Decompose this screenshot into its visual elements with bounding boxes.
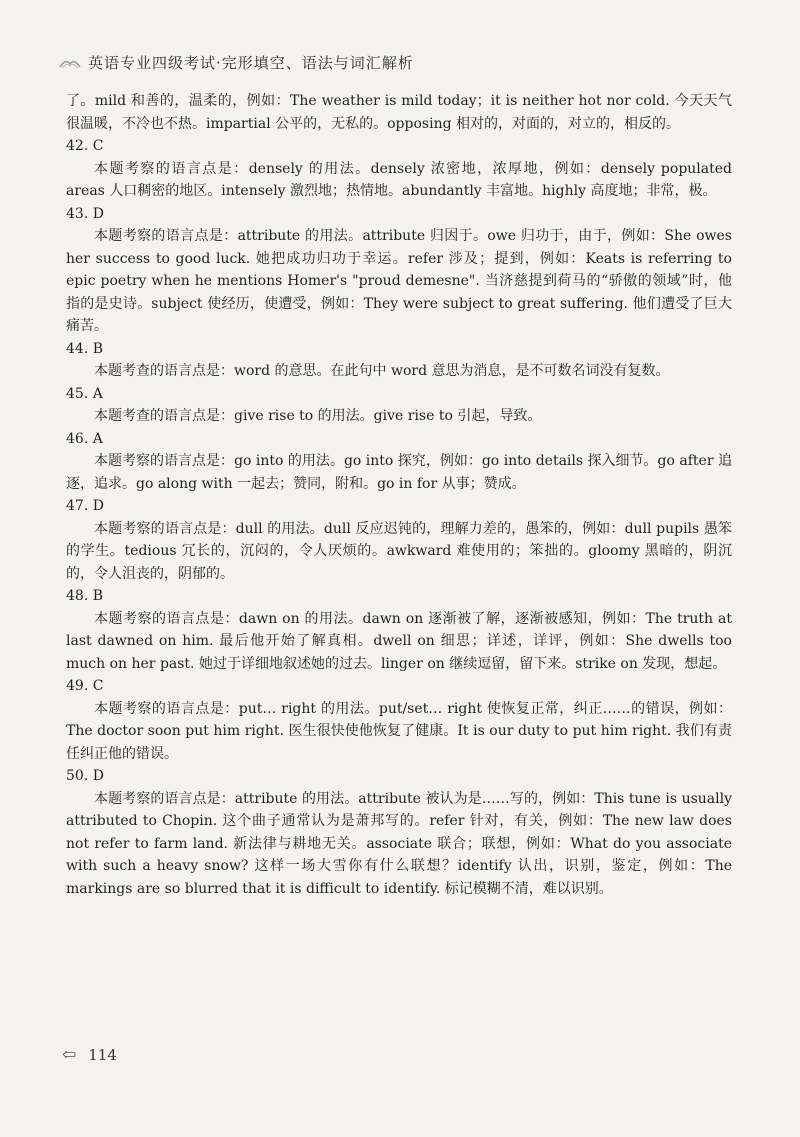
- continued-paragraph: 了。mild 和善的，温柔的，例如：The weather is mild today；it is neither hot nor cold. 今天天气很温暖，不冷也不热。impartial 公平的，无私的。opposing 相对的，对面的，对立的，相反的。: [66, 93, 732, 132]
- header-title: 英语专业四级考试·完形填空、语法与词汇解析: [88, 54, 414, 72]
- page-footer: [62, 1045, 117, 1065]
- answer-number: 44. B: [66, 340, 104, 357]
- explanation-text: 本题考察的语言点是：dull 的用法。dull 反应迟钝的，理解力差的，愚笨的，例如：dull pupils 愚笨的学生。tedious 冗长的，沉闷的，令人厌烦的。awkward 难使用的；笨拙的。gloomy 黑暗的，阴沉的，令人沮丧的，阴郁的。: [66, 520, 732, 582]
- explanation-text: 本题考察的语言点是：densely 的用法。densely 浓密地，浓厚地，例如：densely populated areas 人口稠密的地区。intensely 激烈地；热情地。abundantly 丰富地。highly 高度地；非常，极。: [66, 160, 732, 199]
- explanation-text: 本题考察的语言点是：attribute 的用法。attribute 被认为是……写的，例如：This tune is usually attributed to Chopin. 这个曲子通常认为是萧邦写的。refer 针对，有关，例如：The new law does not refer to farm land. 新法律与耕地无关。associate 联合；联想，例如：What do you associate with such a heavy snow? 这样一场大雪你有什么联想？identify 认出，识别，鉴定，例如：The markings are so blurred that it is difficult to identify. 标记模糊不清，难以识别。: [66, 790, 732, 897]
- page-number: 114: [88, 1046, 117, 1064]
- answer-number: 43. D: [66, 205, 104, 222]
- explanation-text: 本题考查的语言点是：word 的意思。在此句中 word 意思为消息，是不可数名词没有复数。: [94, 363, 670, 379]
- answer-number: 50. D: [66, 768, 104, 784]
- explanation-text: 本题考察的语言点是：put… right 的用法。put/set… right 使恢复正常，纠正……的错误，例如：The doctor soon put him right. 医生很快使他恢复了健康。It is our duty to put him right. 我们有责任纠正他的错误。: [66, 700, 732, 762]
- answer-number: 46. A: [66, 430, 103, 447]
- explanation-text: 本题考察的语言点是：dawn on 的用法。dawn on 逐渐被了解，逐渐被感知，例如：The truth at last dawned on him. 最后他开始了解真相。dwell on 细思；详述，详评，例如：She dwells too much on her past. 她过于详细地叙述她的过去。linger on 继续逗留，留下来。strike on 发现，想起。: [66, 610, 732, 672]
- answer-number: 48. B: [66, 588, 104, 604]
- left-arrow-icon: ⇦: [62, 1045, 77, 1065]
- answer-explanations: [66, 90, 732, 900]
- running-header: [58, 52, 414, 73]
- explanation-text: 本题考察的语言点是：attribute 的用法。attribute 归因于。owe 归功于，由于，例如：She owes her success to good luck. 她把成功归功于幸运。refer 涉及；提到，例如：Keats is referring to epic poetry when he mentions Homer's "proud demesne". 当济慈提到荷马的“骄傲的领域”时，他指的是史诗。subject 使经历，使遭受，例如：They were subject to great suffering. 他们遭受了巨大痛苦。: [66, 228, 732, 334]
- answer-number: 49. C: [66, 678, 104, 694]
- book-logo-icon: [58, 56, 82, 70]
- answer-number: 42. C: [66, 138, 104, 154]
- answer-number: 45. A: [66, 385, 103, 402]
- answer-number: 47. D: [66, 498, 104, 514]
- explanation-text: 本题考察的语言点是：go into 的用法。go into 探究，例如：go into details 探入细节。go after 追逐，追求。go along with 一起去；赞同，附和。go in for 从事；赞成。: [66, 453, 732, 492]
- explanation-text: 本题考查的语言点是：give rise to 的用法。give rise to 引起，导致。: [94, 408, 542, 424]
